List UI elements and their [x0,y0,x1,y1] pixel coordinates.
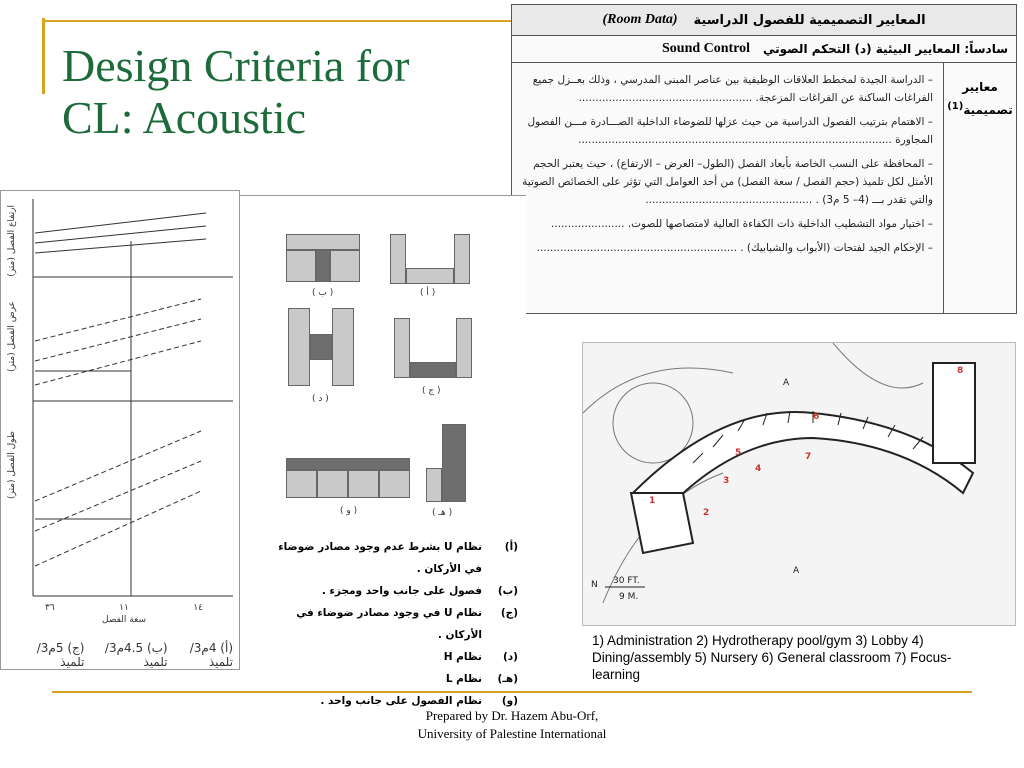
site-zone-label: 3 [723,476,730,486]
slide-title-line-2: CL: Acoustic [62,92,307,143]
site-scale-imperial: 30 FT. [613,576,640,586]
plan-one-side-split [286,234,360,282]
legend-mark: (ب) [497,585,518,597]
plan-u-system [390,234,470,284]
plan-caption: ( ج ) [422,386,441,396]
room-table-section [512,36,1016,63]
graph-result: (أ) 4م3/ تلميذ [189,641,233,669]
legend-mark: (ج) [500,607,518,619]
site-section-mark: A [783,378,790,388]
legend-row [264,646,518,668]
graph-results [15,641,233,669]
legend-mark: (و) [501,695,518,707]
legend-text: نظام الفصول على جانب واحد . [320,695,482,707]
graph-x-label: سعة الفصل [102,615,146,625]
graph-x-tick: ١١ [119,603,129,613]
graph-footer [15,603,233,669]
site-classroom-block [933,363,975,463]
legend-text: نظام H [443,651,482,663]
legend-row [264,668,518,690]
criteria-item: – المحافظة على النسب الخاصة بأبعاد الفصل (الطول– العرض – الارتفاع) ، حيث يعتبر الحجم الأمثل لكل تلميذ (حجم الفصل / سعة الفصل) من أحد العوامل التي تؤثر على الخصائص الصوتية والتي تقدر بـــ (4– 5 م3) . .................................................. [522,158,933,206]
graph-curve [35,213,206,233]
criteria-item: – الاهتمام بترتيب الفصول الدراسية من حيث عزلها للضوضاء الداخلية الصـــادرة مـــن الفصول المجاورة .............................................................................................. [527,116,933,146]
graph-curve [35,341,201,385]
plan-caption: ( هـ ) [432,508,453,518]
plan-caption: ( د ) [312,394,329,404]
graph-x-tick: ٣٦ [45,603,55,613]
room-table-criteria [512,63,943,313]
room-table-side-label [943,63,1016,313]
site-plan-drawing [583,343,1015,625]
slide-title [62,40,409,144]
plan-caption: ( و ) [340,506,358,516]
accent-bar-vertical [42,18,45,94]
plan-single-side [286,458,410,498]
graph-result: (ب) 4.5م3/ تلميذ [104,641,168,669]
legend-text: نظام L [445,673,482,685]
site-section-mark: A [793,566,800,576]
site-admin-block [631,493,693,553]
school-site-plan [582,342,1016,626]
room-data-table [511,4,1017,314]
graph-y-label-width: عرض الفصل (متر) [7,301,17,372]
side-label-note: (1) [947,101,964,112]
room-table-section-ar: سادساً: المعايير البيئية (د) التحكم الصوتي [762,42,1008,56]
site-zone-label: 8 [957,366,964,376]
legend-mark: (أ) [504,541,518,553]
legend-row [264,536,518,580]
graph-x-ticks [15,603,233,613]
room-table-header-en: (Room Data) [602,12,678,27]
legend-row [264,580,518,602]
graph-curve [35,239,206,253]
plan-u-corner-noise [394,318,472,378]
room-table-header-ar: المعايير التصميمية للفصول الدراسية [693,12,926,28]
site-zone-label: 7 [805,452,812,462]
graph-x-tick: ١٤ [193,603,203,613]
graph-curve [35,226,206,243]
footer-author: Prepared by Dr. Hazem Abu-Orf, [425,708,599,723]
site-zone-label: 4 [755,464,762,474]
site-zone-label: 6 [813,412,820,422]
graph-curve [35,299,201,341]
footer-institution: University of Palestine International [417,726,607,741]
slide-footer [0,707,1024,743]
graph-curve [35,491,201,566]
plan-h-system [288,308,354,386]
site-zone-label: 2 [703,508,710,518]
site-plan-caption: 1) Administration 2) Hydrotherapy pool/gym 3) Lobby 4) Dining/assembly 5) Nursery 6) General classroom 7) Focus-learning [592,633,952,682]
graph-result: (ج) 5م3/ تلميذ [36,641,85,669]
legend-text: فصول على جانب واحد ومجزء . [321,585,482,597]
site-scale-metric: 9 M. [619,592,639,602]
graph-y-label-length: طول الفصل (متر) [7,431,17,500]
criteria-item: – الإحكام الجيد لفتحات (الأبواب والشبابيك) . ............................................................ [536,242,933,254]
plans-legend [264,536,518,712]
room-table-section-en: Sound Control [662,41,751,56]
room-table-header [512,5,1016,36]
site-zone-label: 5 [735,448,742,458]
legend-text: نظام U بشرط عدم وجود مصادر ضوضاء في الأركان . [278,541,482,575]
legend-mark: (هـ) [497,673,518,685]
side-label-text: معايير تصميمية [962,80,1013,117]
legend-mark: (د) [503,651,518,663]
legend-row [264,602,518,646]
accent-bar-bottom [52,691,972,693]
graph-curve [35,319,201,361]
legend-text: نظام U في وجود مصادر ضوضاء في الأركان . [296,607,482,641]
graph-curve [35,431,201,501]
graph-lines [1,191,239,669]
criteria-item: – الدراسة الجيدة لمخطط العلاقات الوظيفية بين عناصر المبنى المدرسي ، وذلك بعــزل جميع الفراغات الساكنة عن الفراغات المزعجة. .................................................... [532,74,933,104]
graph-y-label-height: ارتفاع الفصل (متر) [7,205,17,277]
site-zone-label: 1 [649,496,656,506]
classroom-dimension-graphs [0,190,240,670]
accent-bar-top [42,20,512,22]
plan-caption: ( أ ) [420,288,436,298]
plan-l-system [426,424,466,502]
plan-caption: ( ب ) [312,288,334,298]
slide-title-line-1: Design Criteria for [62,40,410,91]
criteria-item: – اختيار مواد التشطيب الداخلية ذات الكفاءة العالية لامتصاصها للصوت. ...................... [551,218,933,230]
site-north-label: N [591,580,598,590]
graph-curve [35,461,201,531]
room-table-body [512,63,1016,313]
classroom-layout-plans [240,195,526,707]
